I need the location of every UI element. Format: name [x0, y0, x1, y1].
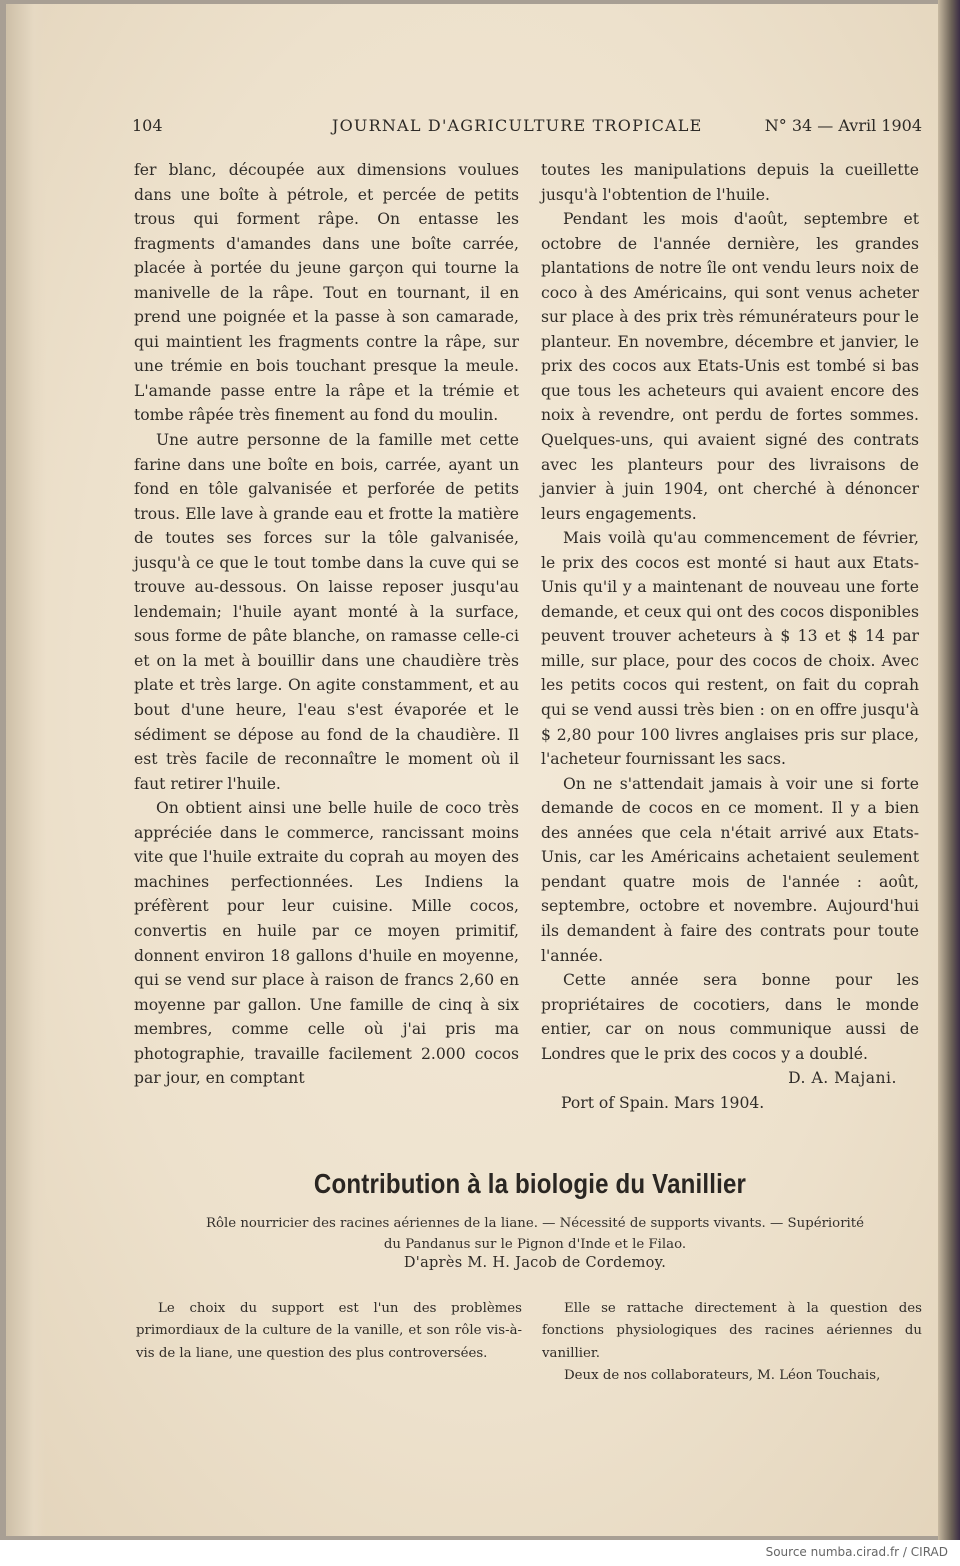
paragraph: Mais voilà qu'au commencement de février, le prix des cocos est monté si haut aux Etats-Unis qu'il y a maintenant de nouveau une forte demande, et ceux qui ont des cocos disponibles peuvent trouver acheteurs à $ 13 et $ 14 par mille, sur place, pour des cocos de choix. Avec les petits cocos qui restent, on fait du coprah qui se vend aussi très bien : on en offre jusqu'à $ 2,80 pour 100 livres anglaises pris sur place, l'acheteur fournissant les sacs. [541, 529, 919, 769]
paragraph: fer blanc, découpée aux dimensions voulues dans une boîte à pétrole, et percée de petits trous qui forment râpe. On entasse les fragments d'amandes dans une boîte carrée, placée à portée du jeune garçon qui tourne la manivelle de la râpe. Tout en tournant, il en prend une poignée et la passe à son camarade, qui maintient les fragments contre la râpe, sur une trémie en bois touchant presque la meule. L'amande passe entre la râpe et la trémie et tombe râpée très finement au fond du moulin. [134, 161, 519, 425]
paragraph: toutes les manipulations depuis la cueillette jusqu'à l'obtention de l'huile. [541, 161, 919, 204]
subtitle-line: Rôle nourricier des racines aériennes de la liane. — Nécessité de supports vivants. — Supériorité [205, 1216, 865, 1231]
binding-shadow [6, 4, 46, 1536]
paragraph: Une autre personne de la famille met cette farine dans une boîte en bois, carrée, ayant un fond en tôle galvanisée et perforée de petits trous. Elle lave à grande eau et frotte la matière de toutes ses forces sur la tôle galvanisée, jusqu'à ce que le tout tombe dans la cuve qui se trouve au-dessous. On laisse reposer jusqu'au lendemain; l'huile ayant monté à la surface, sous forme de pâte blanche, on ramasse celle-ci et on la met à bouillir dans une chaudière très plate et très large. On agite constamment, et au bout d'une heure, l'eau s'est évaporée et le sédiment se dépose au fond de la chaudière. Il est très facile de reconnaître le moment où il faut retirer l'huile. [134, 431, 519, 793]
source-credit: Source numba.cirad.fr / CIRAD [765, 1545, 948, 1559]
paragraph: On ne s'attendait jamais à voir une si forte demande de cocos en ce moment. Il y a bien des années que cela n'était arrivé aux Etats-Unis, car les Américains achetaient seulement pendant quatre mois de l'année : août, septembre, octobre et novembre. Aujourd'hui ils demandent à faire des contrats pour toute l'année. [541, 774, 919, 965]
paragraph: Cette année sera bonne pour les propriétaires de cocotiers, dans le monde entier, car on nous communique aussi de Londres que le prix des cocos y a doublé. [541, 971, 919, 1063]
paragraph: Deux de nos collaborateurs, M. Léon Touchais, [564, 1367, 881, 1383]
paragraph: Elle se rattache directement à la question des fonctions physiologiques des racines aériennes du vanillier. [542, 1301, 922, 1361]
paragraph: Pendant les mois d'août, septembre et octobre de l'année dernière, les grandes plantations de notre île ont vendu leurs noix de coco à des Américains, qui sont venus acheter sur place à des prix très rémunérateurs pour le planteur. En novembre, décembre et janvier, le prix des cocos aux Etats-Unis est tombé si bas que tous les acheteurs qui avaient encore des noix à revendre, ont perdu de fortes sommes. Quelques-uns, qui avaient signé des contrats avec les planteurs pour des livraisons de janvier à juin 1904, ont cherché à dénoncer leurs engagements. [541, 210, 919, 523]
left-column [134, 158, 519, 1091]
running-header [132, 116, 922, 142]
article-right-column [542, 1298, 922, 1387]
author-signature: D. A. Majani. [788, 1069, 897, 1088]
paragraph: Le choix du support est l'un des problèmes primordiaux de la culture de la vanille, et son rôle vis-à-vis de la liane, une question des plus controversées. [136, 1301, 522, 1361]
issue-number: N° 34 — Avril 1904 [764, 116, 922, 135]
article-title: Contribution à la biologie du Vanillier [313, 1168, 747, 1199]
paragraph: On obtient ainsi une belle huile de coco très appréciée dans le commerce, rancissant moins vite que l'huile extraite du coprah au moyen des machines perfectionnées. Les Indiens la préfèrent pour leur cuisine. Mille cocos, convertis en huile par ce moyen primitif, donnent environ 18 gallons d'huile en moyenne, qui se vend sur place à raison de francs 2,60 en moyenne par gallon. Une famille de cinq à six membres, comme celle où j'ai pris ma photographie, travaille facilement 2.000 cocos par jour, en comptant [134, 799, 519, 1088]
article-subtitle [150, 1213, 920, 1255]
article-byline: D'après M. H. Jacob de Cordemoy. [403, 1255, 667, 1271]
right-column [541, 158, 919, 1115]
article-left-column [136, 1298, 522, 1365]
page-edge [938, 0, 960, 1540]
page-number: 104 [132, 116, 163, 135]
journal-title: JOURNAL D'AGRICULTURE TROPICALE [332, 116, 703, 135]
subtitle-line: du Pandanus sur le Pignon d'Inde et le Filao. [383, 1237, 687, 1252]
place-date: Port of Spain. Mars 1904. [561, 1093, 765, 1112]
